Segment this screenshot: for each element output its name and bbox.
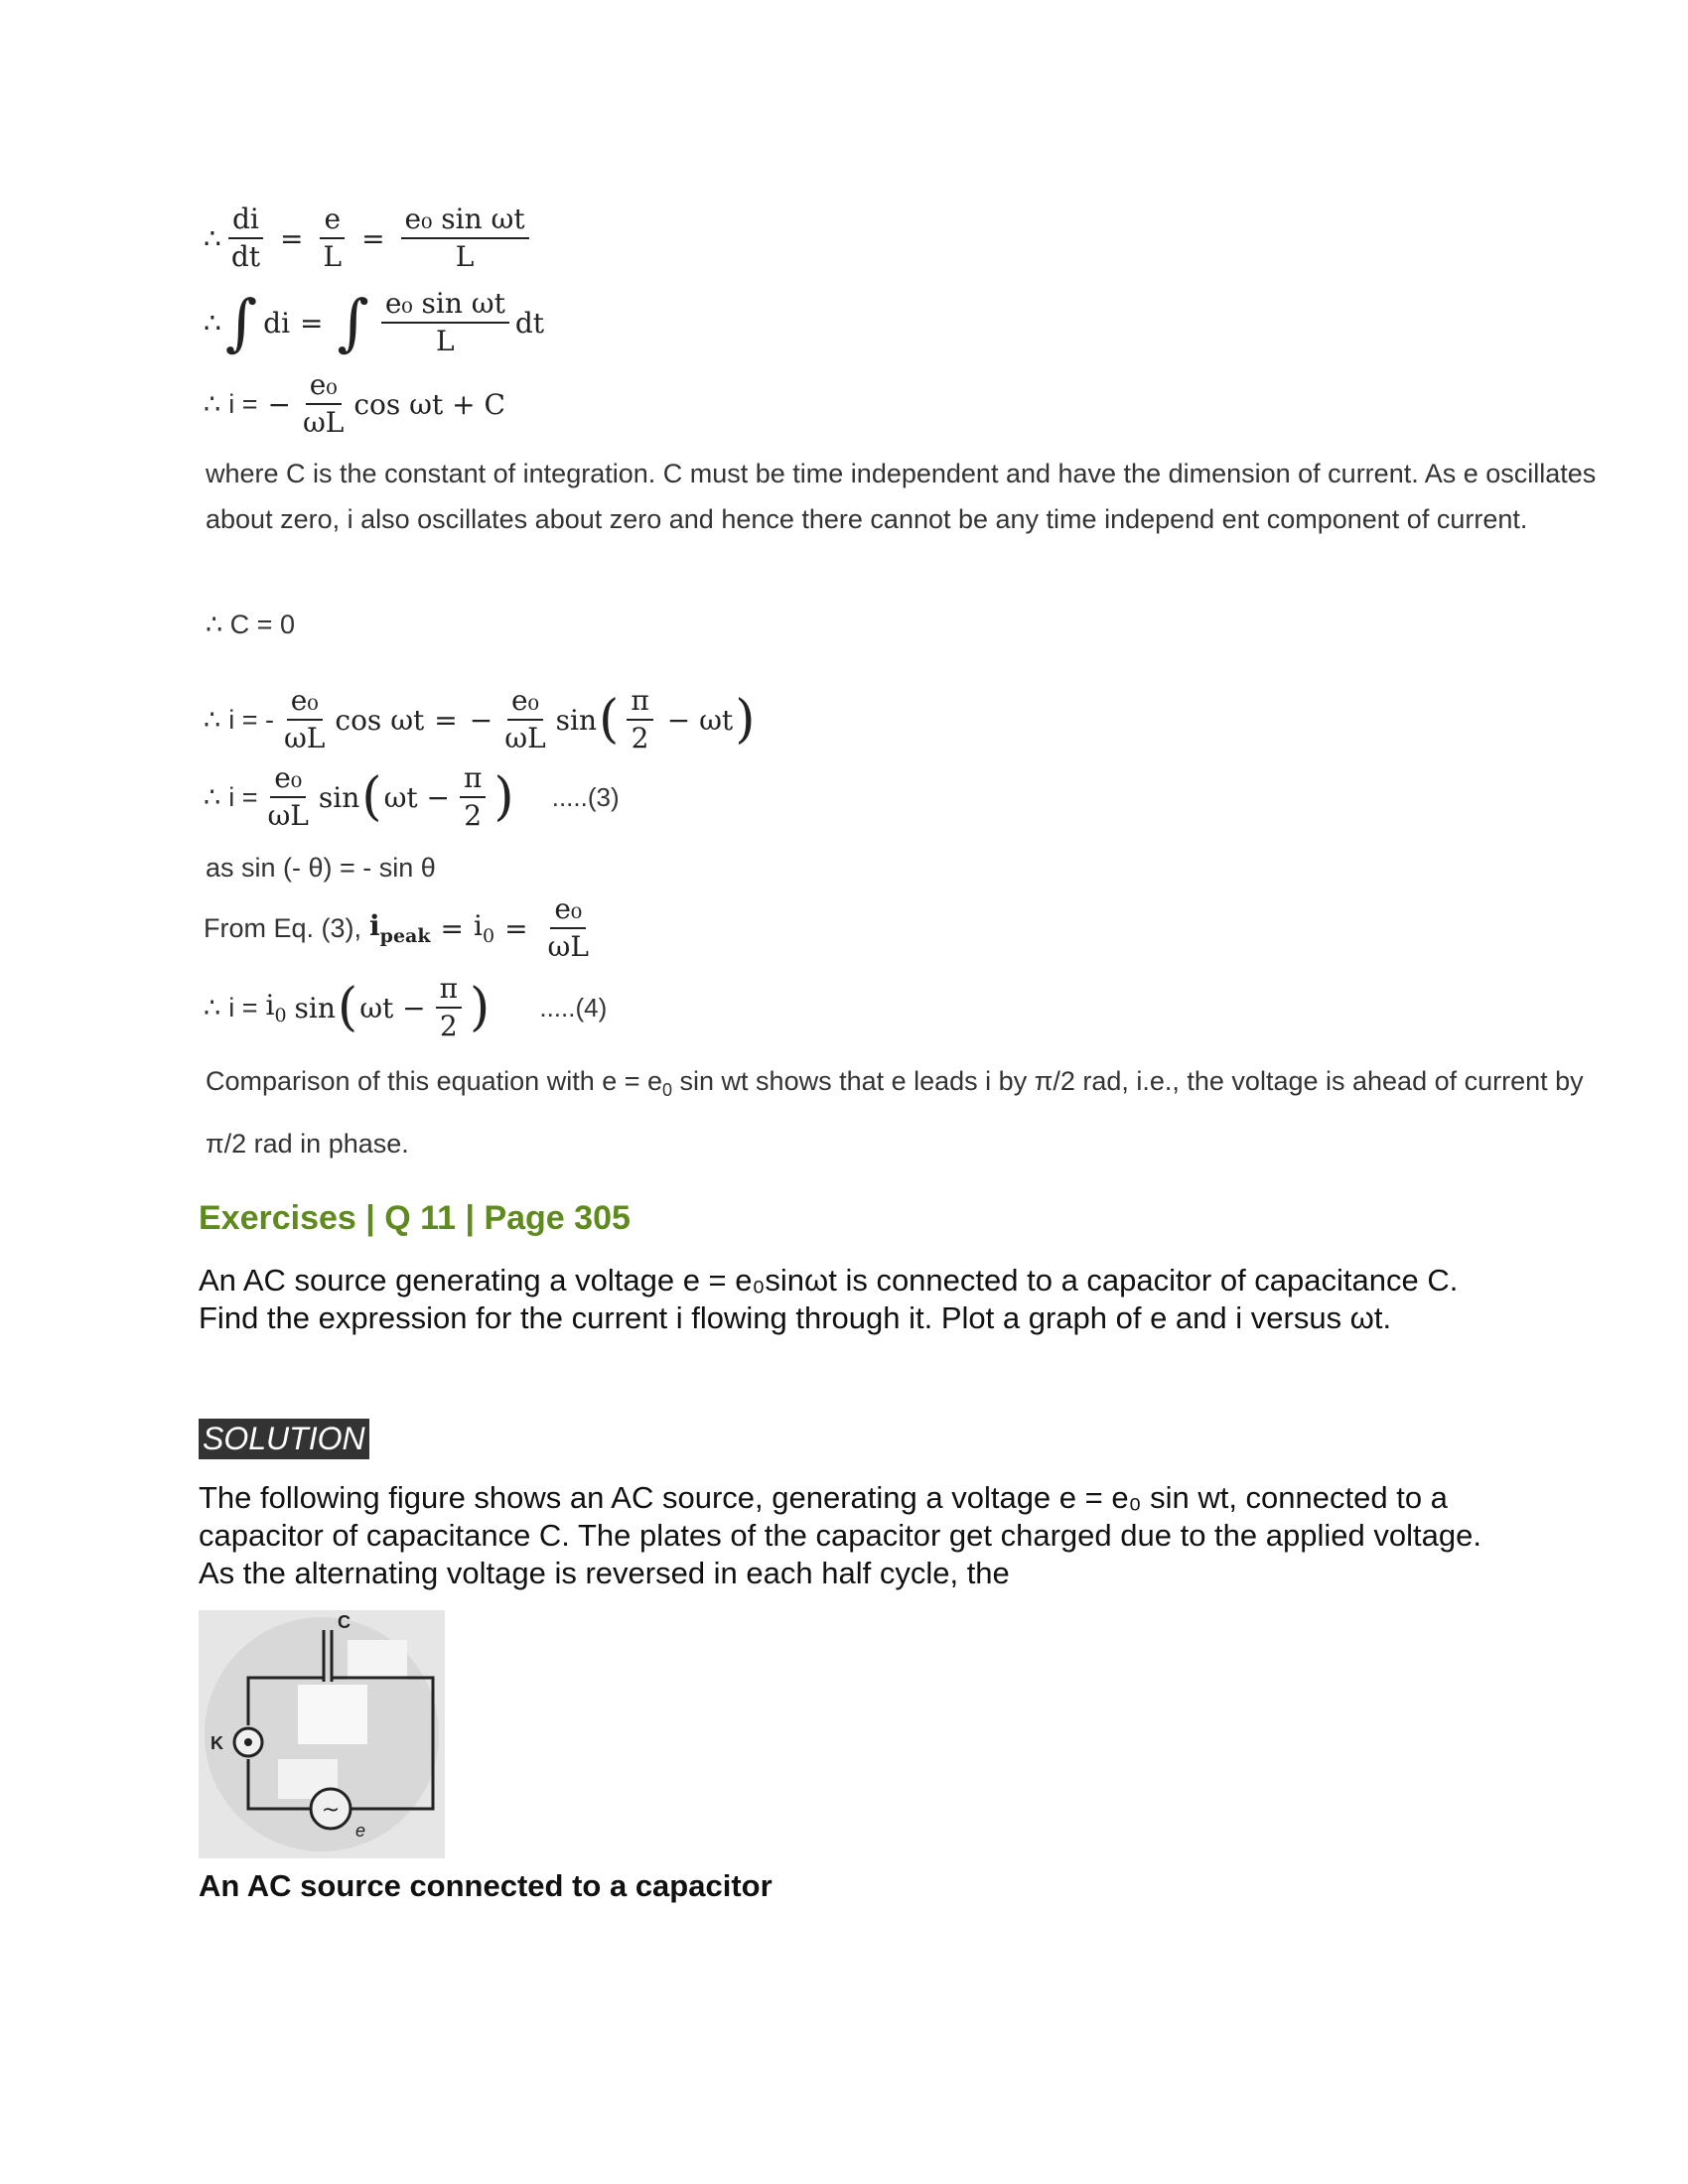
fraction-pi-2 (436, 973, 462, 1042)
fraction-e0-wL (544, 893, 593, 963)
fraction-e0-wL (280, 685, 329, 754)
integrand-di: di (263, 306, 291, 340)
minus-sign: − (469, 703, 493, 737)
numerator: e₀ (270, 762, 306, 798)
lhs-i: i = (228, 781, 258, 812)
therefore-symbol: ∴ (204, 221, 221, 255)
close-paren: ) (493, 767, 514, 828)
fraction-e0-wL (500, 685, 549, 754)
equals-sign: = (440, 911, 464, 945)
figure-caption: An AC source connected to a capacitor (199, 1868, 773, 1903)
i-symbol: i (474, 909, 483, 943)
ac-symbol: ~ (321, 1798, 341, 1823)
i-symbol: i (369, 909, 380, 943)
therefore-symbol: ∴ (204, 992, 221, 1023)
therefore-symbol: ∴ (204, 704, 221, 735)
numerator: di (228, 204, 263, 239)
fraction-e0-wL (263, 762, 312, 832)
open-paren: ( (337, 978, 358, 1038)
fraction-e0-wL (299, 369, 348, 439)
cos-term: cos ωt (335, 703, 425, 737)
label-e: e (355, 1821, 366, 1841)
i-symbol: i (265, 989, 275, 1023)
equals-sign: = (280, 221, 304, 255)
comparison-part-2: sin wt shows that e leads i by π/2 rad, i.e., the voltage is ahead of current by (672, 1066, 1584, 1096)
minus-wt: − ωt (666, 703, 734, 737)
label-c: C (338, 1612, 351, 1632)
numerator: π (627, 685, 652, 721)
from-eq-label: From Eq. (3), (204, 912, 362, 943)
label-k: K (211, 1733, 223, 1753)
question-text: An AC source generating a voltage e = e₀sinωt is connected to a capacitor of capacitance C. Find the expression for the current i flowing through it. Plot a graph of e and i versus ωt. (199, 1263, 1459, 1335)
comparison-text (206, 1054, 1655, 1170)
i-zero (474, 909, 494, 947)
wt-minus: ωt − (359, 991, 426, 1024)
integral-sign: ∫ (337, 286, 369, 359)
circuit-diagram (199, 1610, 445, 1858)
sin-identity: as sin (- θ) = - sin θ (206, 853, 436, 883)
capacitor-circuit-figure (199, 1610, 445, 1858)
lhs-i: i = (228, 992, 258, 1023)
differential-dt: dt (514, 306, 545, 340)
numerator: π (436, 973, 462, 1009)
therefore-symbol: ∴ (204, 781, 221, 812)
sin-function: sin (318, 780, 360, 814)
figure-patch (348, 1640, 407, 1680)
denominator: ωL (267, 799, 309, 833)
close-paren: ) (470, 978, 491, 1038)
equation-integral (204, 288, 544, 357)
minus-sign: − (267, 387, 291, 421)
peak-subscript: peak (379, 925, 431, 948)
sin-function: sin (294, 991, 336, 1024)
wt-minus: ωt − (383, 780, 451, 814)
i-zero (265, 989, 286, 1026)
cos-term: cos ωt + C (353, 387, 505, 421)
denominator: ωL (547, 930, 589, 964)
lhs-i: i = (228, 388, 258, 419)
fraction-e0-sin-L (401, 204, 529, 273)
numerator: e₀ (550, 893, 586, 929)
denominator: L (436, 325, 455, 358)
figure-patch (298, 1685, 367, 1744)
numerator: e₀ (306, 369, 342, 405)
therefore-symbol: ∴ (204, 306, 221, 340)
equation-i-sin-pi2-minus (204, 685, 757, 754)
fraction-pi-2 (627, 685, 652, 754)
zero-subscript: 0 (274, 1005, 287, 1027)
numerator: e₀ sin ωt (381, 288, 509, 324)
c-equals-zero: ∴ C = 0 (206, 610, 295, 639)
numerator: e₀ (507, 685, 543, 721)
denominator: ωL (283, 722, 326, 755)
fraction-di-dt (227, 204, 264, 273)
denominator: dt (230, 240, 261, 274)
equals-sign: = (300, 306, 324, 340)
i-peak (369, 909, 431, 947)
equation-i-cos (204, 369, 505, 439)
fraction-e0-sin-L (381, 288, 509, 357)
comparison-part-1: Comparison of this equation with e = e (206, 1066, 663, 1096)
exercise-heading: Exercises | Q 11 | Page 305 (199, 1199, 631, 1237)
equation-tag-4: .....(4) (539, 992, 608, 1023)
denominator: 2 (631, 722, 649, 755)
lhs-i: i = - (228, 704, 274, 735)
denominator: L (455, 240, 475, 274)
equals-sign: = (504, 911, 528, 945)
comparison-part-3: π/2 rad in phase. (206, 1129, 409, 1159)
denominator: L (323, 240, 343, 274)
key-switch-dot (244, 1738, 252, 1746)
equation-3 (204, 762, 620, 832)
therefore-symbol: ∴ (204, 388, 221, 419)
denominator: ωL (504, 722, 546, 755)
equals-sign: = (361, 221, 385, 255)
denominator: 2 (464, 799, 483, 833)
numerator: e (320, 204, 345, 239)
zero-subscript: 0 (482, 925, 495, 948)
denominator: ωL (302, 406, 345, 440)
open-paren: ( (361, 767, 382, 828)
equation-4 (204, 973, 607, 1042)
close-paren: ) (735, 690, 756, 751)
numerator: e₀ (287, 685, 323, 721)
equation-tag-3: .....(3) (551, 781, 620, 812)
denominator: 2 (439, 1010, 458, 1043)
solution-text: The following figure shows an AC source, generating a voltage e = e₀ sin wt, connected to a capacitor of capacitance C. The plates of the capacitor get charged due to the applied voltage. As the alternating voltage is reversed in each half cycle, the (199, 1480, 1481, 1590)
fraction-pi-2 (460, 762, 486, 832)
constant-explanation: where C is the constant of integration. C must be time independent and have the dimension of current. As e oscillates about zero, i also oscillates about zero and hence there cannot be any time independ ent component of current. (206, 459, 1597, 534)
open-paren: ( (599, 690, 620, 751)
equation-di-dt (204, 204, 535, 273)
integral-sign: ∫ (224, 286, 258, 359)
equals-sign: = (434, 703, 458, 737)
numerator: π (460, 762, 486, 798)
fraction-e-L (319, 204, 346, 273)
solution-badge: SOLUTION (199, 1419, 369, 1459)
numerator: e₀ sin ωt (401, 204, 529, 239)
sin-function: sin (555, 703, 598, 737)
comparison-subscript: 0 (662, 1080, 673, 1100)
equation-ipeak (204, 893, 599, 963)
